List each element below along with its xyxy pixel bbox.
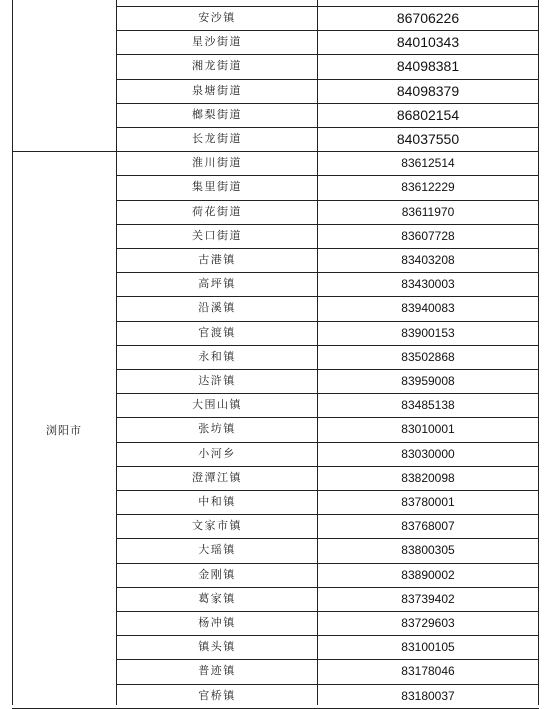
town-name-cell: 文家市镇: [192, 519, 242, 533]
phone-number-cell: 84098379: [396, 82, 460, 99]
phone-number-cell: 83485138: [401, 398, 455, 413]
phone-number-cell: 83030000: [401, 446, 455, 461]
phone-number-cell: 83502868: [401, 349, 455, 364]
town-name-cell: 普迹镇: [198, 664, 236, 678]
phone-number-cell: 83611970: [401, 204, 455, 219]
column-border: [12, 0, 13, 705]
town-name-cell: 官渡镇: [198, 325, 236, 339]
town-name-cell: 大瑶镇: [198, 543, 236, 557]
town-name-cell: 安沙镇: [198, 11, 236, 24]
column-border: [317, 0, 318, 705]
town-name-cell: 星沙街道: [192, 35, 242, 49]
district-label: 浏阳市: [46, 423, 82, 437]
row-border: [116, 6, 539, 7]
phone-number-cell: 83607728: [401, 228, 455, 243]
phone-number-cell: 83900153: [401, 325, 455, 340]
phone-number-cell: 83959008: [401, 374, 455, 388]
town-name-cell: 镇头镇: [198, 640, 236, 654]
town-name-cell: 泉塘街道: [192, 83, 242, 97]
town-name-cell: 湘龙街道: [192, 59, 242, 73]
town-name-cell: 沿溪镇: [198, 301, 236, 315]
phone-number-cell: 84010343: [396, 34, 460, 51]
town-name-cell: 榔梨街道: [192, 107, 242, 121]
town-name-cell: 古港镇: [198, 253, 236, 266]
town-name-cell: 澄潭江镇: [192, 470, 242, 484]
phone-number-cell: 86802154: [396, 106, 460, 123]
town-name-cell: 杨冲镇: [198, 616, 236, 629]
phone-number-cell: 83739402: [401, 591, 455, 606]
phone-number-cell: 83403208: [401, 253, 455, 267]
phone-number-cell: 83100105: [401, 640, 455, 655]
town-name-cell: 中和镇: [198, 495, 236, 508]
phone-number-cell: 84037550: [396, 131, 460, 147]
town-name-cell: 官桥镇: [198, 688, 236, 702]
town-name-cell: 高坪镇: [198, 277, 236, 291]
phone-number-cell: 86706226: [396, 10, 460, 26]
phone-number-cell: 83612514: [401, 156, 455, 171]
town-name-cell: 淮川街道: [192, 156, 242, 170]
phone-number-cell: 83180037: [401, 688, 455, 703]
phone-number-cell: 83820098: [401, 470, 455, 485]
town-name-cell: 葛家镇: [198, 591, 236, 605]
phone-number-cell: 83612229: [401, 180, 455, 195]
town-name-cell: 长龙街道: [192, 132, 242, 145]
phone-number-cell: 83178046: [401, 664, 455, 679]
town-name-cell: 金刚镇: [198, 567, 236, 581]
phone-number-cell: 83768007: [401, 519, 455, 534]
town-name-cell: 大围山镇: [192, 398, 242, 412]
phone-number-cell: 83800305: [401, 543, 455, 558]
phone-number-cell: 83430003: [401, 277, 455, 292]
phone-number-cell: 84098381: [396, 58, 460, 75]
town-name-cell: 荷花街道: [192, 204, 242, 218]
column-border: [116, 0, 117, 705]
column-border: [538, 0, 539, 705]
town-name-cell: 关口街道: [192, 228, 242, 242]
town-name-cell: 张坊镇: [198, 422, 236, 436]
town-name-cell: 小河乡: [198, 446, 236, 460]
phone-number-cell: 83010001: [401, 422, 455, 437]
town-name-cell: 永和镇: [198, 349, 236, 363]
phone-number-cell: 83940083: [401, 301, 455, 316]
phone-number-cell: 83890002: [401, 567, 455, 582]
phone-number-cell: 83729603: [401, 616, 455, 630]
town-name-cell: 集里街道: [192, 180, 242, 194]
group-border: [12, 151, 116, 152]
town-name-cell: 达浒镇: [198, 374, 236, 387]
phone-number-cell: 83780001: [401, 495, 455, 509]
